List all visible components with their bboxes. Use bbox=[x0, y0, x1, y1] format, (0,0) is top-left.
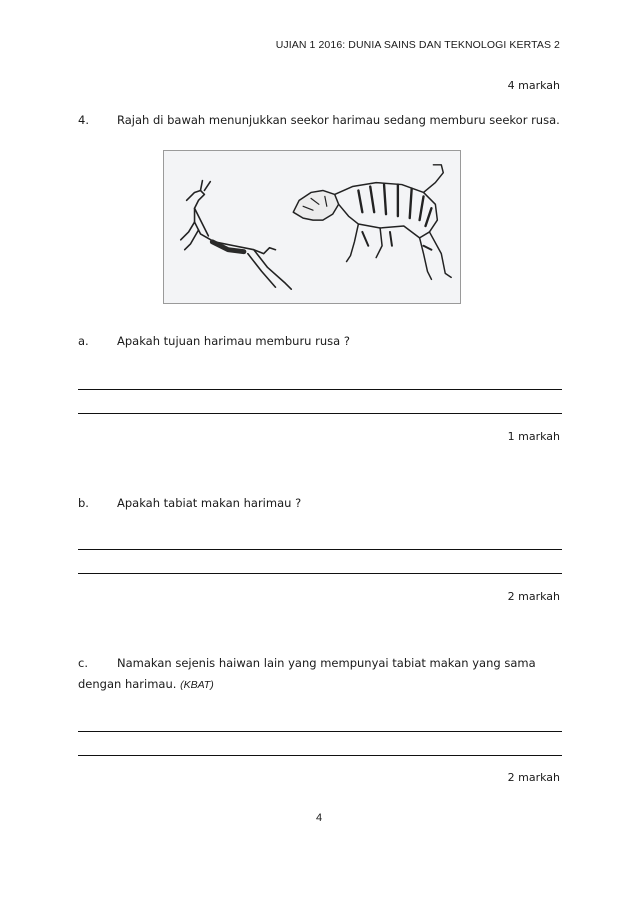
part-a-answer-line-2[interactable] bbox=[78, 413, 562, 414]
part-c-answer-line-2[interactable] bbox=[78, 755, 562, 756]
deer-illustration bbox=[181, 181, 292, 290]
hunting-illustration bbox=[164, 151, 460, 303]
part-b-answer-line-2[interactable] bbox=[78, 573, 562, 574]
part-c-marks: 2 markah bbox=[507, 771, 560, 784]
part-a-label: a. bbox=[78, 334, 89, 348]
part-a-answer-line-1[interactable] bbox=[78, 389, 562, 390]
question-text: Rajah di bawah menunjukkan seekor harimau sedang memburu seekor rusa. bbox=[117, 113, 560, 127]
part-b-answer-line-1[interactable] bbox=[78, 549, 562, 550]
tiger-deer-figure bbox=[163, 150, 461, 304]
part-a-marks: 1 markah bbox=[507, 430, 560, 443]
part-c-text-line1: Namakan sejenis haiwan lain yang mempunyai tabiat makan yang sama bbox=[117, 656, 536, 670]
kbat-tag: (KBAT) bbox=[180, 679, 214, 691]
page-number: 4 bbox=[315, 812, 323, 824]
question-number: 4. bbox=[78, 113, 89, 127]
part-b-label: b. bbox=[78, 496, 89, 510]
part-c-text-line2: dengan harimau. bbox=[78, 677, 177, 691]
page-header: UJIAN 1 2016: DUNIA SAINS DAN TEKNOLOGI KERTAS 2 bbox=[275, 39, 560, 51]
previous-question-marks: 4 markah bbox=[507, 79, 560, 92]
part-b-marks: 2 markah bbox=[507, 590, 560, 603]
part-b-question: Apakah tabiat makan harimau ? bbox=[117, 496, 302, 510]
part-c-label: c. bbox=[78, 656, 88, 670]
tiger-illustration bbox=[293, 165, 451, 279]
part-c-question bbox=[78, 653, 562, 696]
part-a-question: Apakah tujuan harimau memburu rusa ? bbox=[117, 334, 350, 348]
part-c-answer-line-1[interactable] bbox=[78, 731, 562, 732]
